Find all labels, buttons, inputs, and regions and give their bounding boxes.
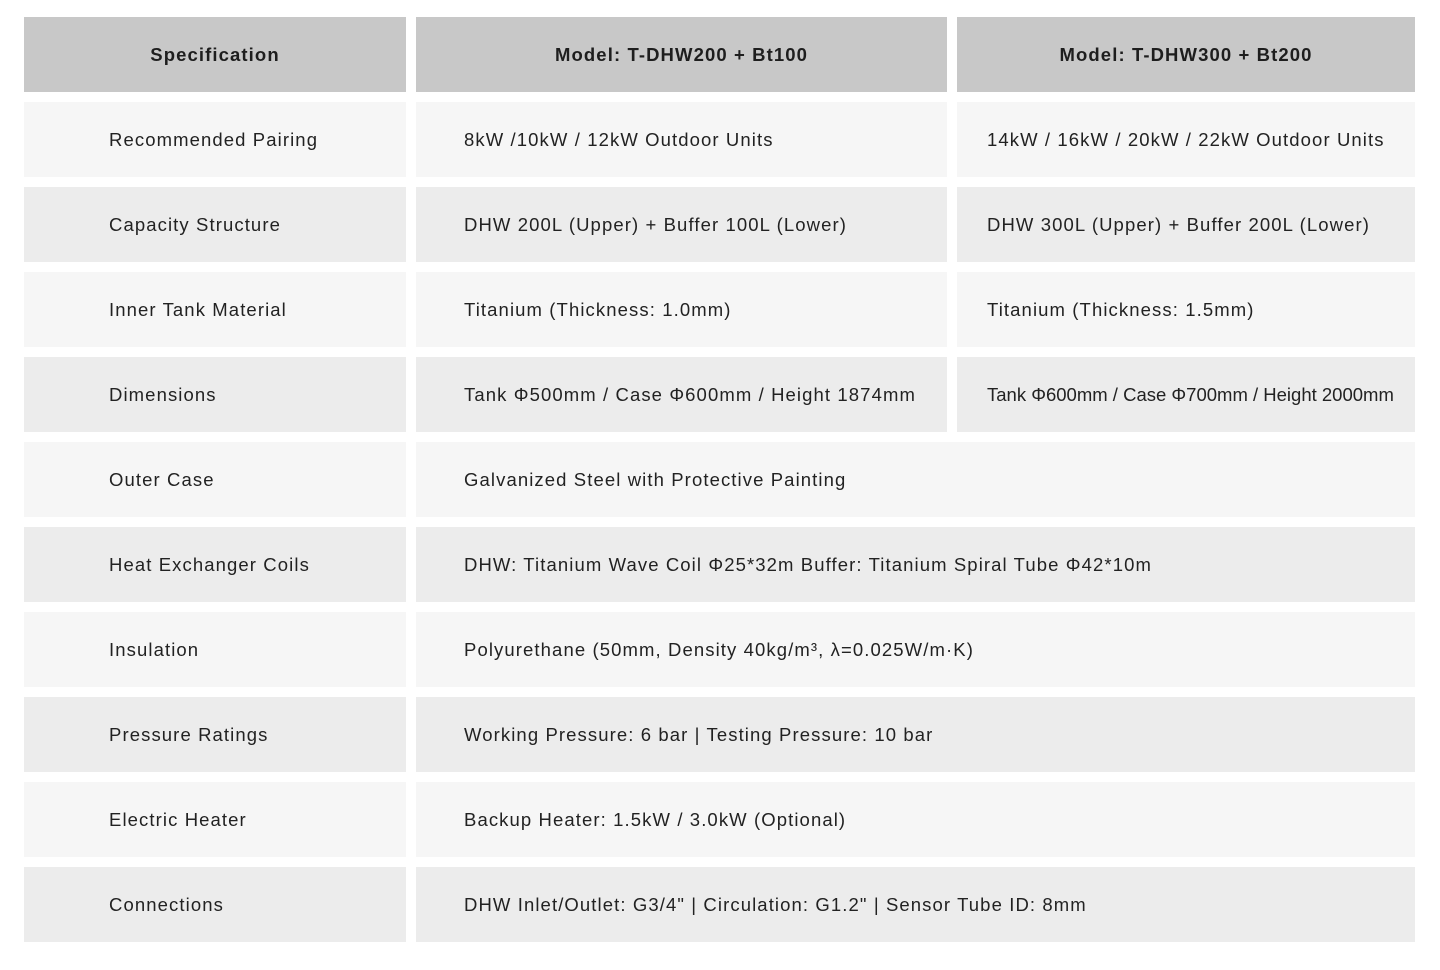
row-label: Recommended Pairing (24, 102, 406, 177)
row-value-model-2: Titanium (Thickness: 1.5mm) (957, 272, 1415, 347)
row-value-shared: DHW: Titanium Wave Coil Φ25*32m Buffer: Titanium Spiral Tube Φ42*10m (416, 527, 1415, 602)
row-value-shared: DHW Inlet/Outlet: G3/4" | Circulation: G1.2" | Sensor Tube ID: 8mm (416, 867, 1415, 942)
row-value-model-2: 14kW / 16kW / 20kW / 22kW Outdoor Units (957, 102, 1415, 177)
header-model-1: Model: T-DHW200 + Bt100 (416, 17, 947, 92)
row-label: Pressure Ratings (24, 697, 406, 772)
row-label: Dimensions (24, 357, 406, 432)
row-label: Outer Case (24, 442, 406, 517)
row-label: Capacity Structure (24, 187, 406, 262)
row-value-shared: Backup Heater: 1.5kW / 3.0kW (Optional) (416, 782, 1415, 857)
row-value-model-1: DHW 200L (Upper) + Buffer 100L (Lower) (416, 187, 947, 262)
row-value-model-1: 8kW /10kW / 12kW Outdoor Units (416, 102, 947, 177)
row-value-shared: Working Pressure: 6 bar | Testing Pressure: 10 bar (416, 697, 1415, 772)
row-label: Heat Exchanger Coils (24, 527, 406, 602)
row-label: Inner Tank Material (24, 272, 406, 347)
row-value-model-1: Titanium (Thickness: 1.0mm) (416, 272, 947, 347)
row-value-shared: Galvanized Steel with Protective Painting (416, 442, 1415, 517)
row-label: Insulation (24, 612, 406, 687)
row-label: Electric Heater (24, 782, 406, 857)
header-model-2: Model: T-DHW300 + Bt200 (957, 17, 1415, 92)
row-value-model-2: Tank Φ600mm / Case Φ700mm / Height 2000mm (957, 357, 1415, 432)
row-label: Connections (24, 867, 406, 942)
row-value-model-1: Tank Φ500mm / Case Φ600mm / Height 1874mm (416, 357, 947, 432)
row-value-model-2: DHW 300L (Upper) + Buffer 200L (Lower) (957, 187, 1415, 262)
header-spec: Specification (24, 17, 406, 92)
row-value-shared: Polyurethane (50mm, Density 40kg/m³, λ=0.025W/m·K) (416, 612, 1415, 687)
